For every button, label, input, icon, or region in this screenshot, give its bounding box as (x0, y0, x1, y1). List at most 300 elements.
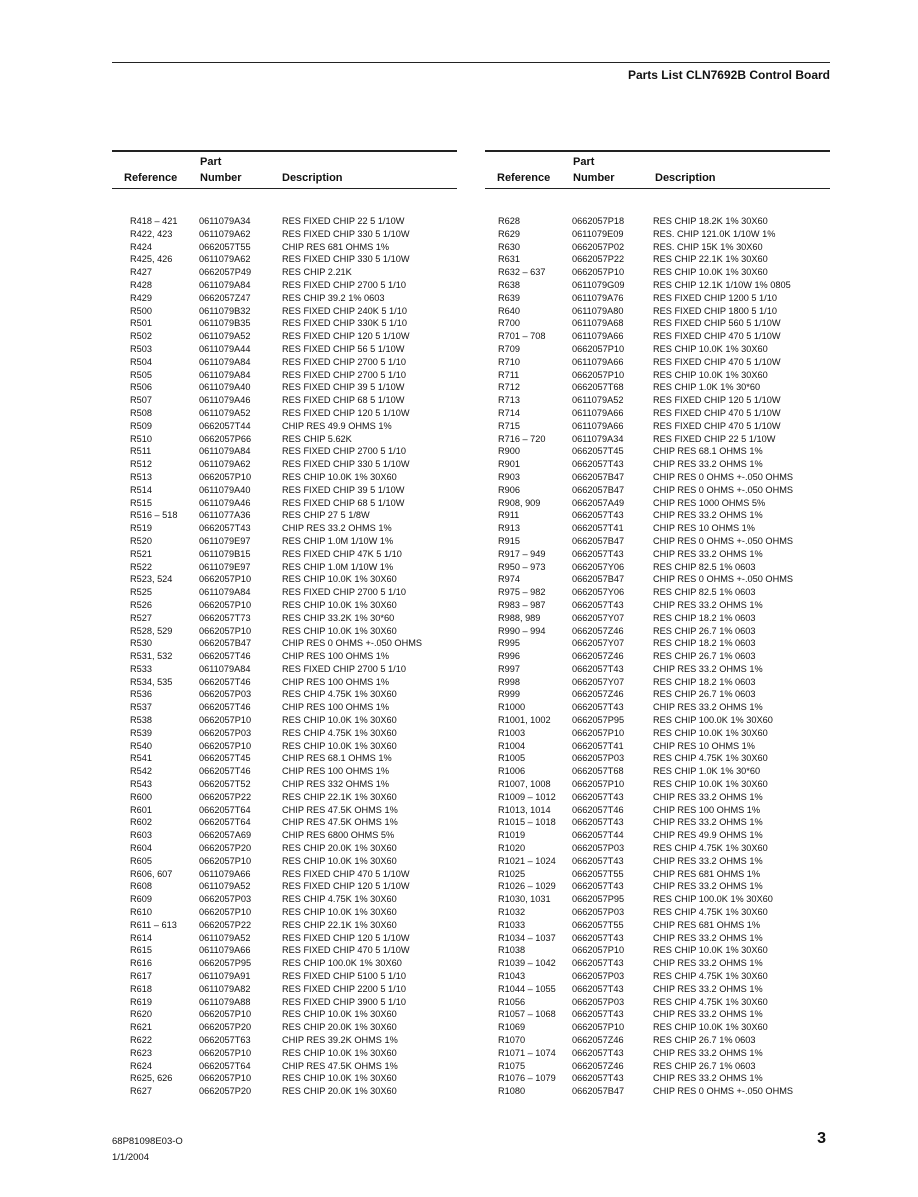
description-cell: CHIP RES 47.5K OHMS 1% (282, 804, 398, 815)
table-row (112, 573, 457, 586)
description-cell: RES CHIP 82.5 1% 0603 (653, 561, 756, 572)
part-number-cell: 0662057A69 (199, 830, 252, 841)
part-number-cell: 0611079E09 (572, 228, 624, 239)
description-cell: RES FIXED CHIP 68 5 1/10W (282, 497, 405, 508)
reference-cell: R996 (498, 651, 520, 662)
reference-cell: R618 (130, 983, 152, 994)
description-cell: RES CHIP 10.0K 1% 30X60 (282, 1009, 397, 1020)
reference-cell: R1025 (498, 868, 526, 879)
description-cell: CHIP RES 33.2 OHMS 1% (653, 599, 763, 610)
table-row (112, 433, 457, 446)
description-cell: RES FIXED CHIP 120 5 1/10W (282, 881, 410, 892)
reference-cell: R700 (498, 318, 520, 329)
table-row (485, 381, 830, 394)
table-row (485, 1047, 830, 1060)
reference-cell: R502 (130, 331, 152, 342)
reference-cell: R1038 (498, 945, 526, 956)
table-row (112, 1034, 457, 1047)
table-row (485, 970, 830, 983)
part-number-cell: 0662057P22 (199, 791, 252, 802)
description-cell: CHIP RES 33.2 OHMS 1% (653, 510, 763, 521)
reference-cell: R1057 – 1068 (498, 1009, 556, 1020)
part-number-cell: 0662057T43 (572, 983, 624, 994)
description-cell: CHIP RES 33.2 OHMS 1% (653, 1047, 763, 1058)
description-cell: CHIP RES 33.2 OHMS 1% (653, 881, 763, 892)
table-row (112, 778, 457, 791)
reference-cell: R418 – 421 (130, 216, 178, 226)
description-cell: RES FIXED CHIP 2200 5 1/10 (282, 983, 406, 994)
part-number-cell: 0662057T46 (199, 766, 251, 777)
table-row (485, 394, 830, 407)
description-cell: RES FIXED CHIP 5100 5 1/10 (282, 971, 406, 982)
reference-cell: R1080 (498, 1086, 526, 1097)
reference-cell: R610 (130, 907, 152, 918)
reference-cell: R513 (130, 471, 152, 482)
part-number-cell: 0662057Y07 (572, 612, 625, 623)
table-row (112, 445, 457, 458)
part-number-cell: 0611079A52 (199, 407, 251, 418)
reference-cell: R1007, 1008 (498, 779, 551, 790)
description-cell: RES CHIP 100.0K 1% 30X60 (653, 894, 773, 905)
part-number-cell: 0662057P03 (572, 843, 625, 854)
table-row (485, 906, 830, 919)
table-row (485, 484, 830, 497)
table-row (112, 701, 457, 714)
reference-cell: R540 (130, 740, 152, 751)
reference-cell: R711 (498, 369, 520, 380)
table-row (485, 330, 830, 343)
description-cell: RES CHIP 10.0K 1% 30X60 (653, 779, 768, 790)
table-row (485, 714, 830, 727)
description-cell: RES FIXED CHIP 240K 5 1/10 (282, 305, 407, 316)
part-number-cell: 0662057Z46 (572, 625, 624, 636)
table-row (112, 343, 457, 356)
part-number-cell: 0662057T43 (572, 459, 624, 470)
reference-cell: R998 (498, 676, 520, 687)
part-number-cell: 0611079A34 (572, 433, 624, 444)
reference-cell: R1044 – 1055 (498, 983, 556, 994)
reference-cell: R911 (498, 510, 520, 521)
part-number-cell: 0662057T43 (572, 817, 624, 828)
table-row (485, 765, 830, 778)
reference-cell: R638 (498, 279, 520, 290)
table-row (112, 356, 457, 369)
reference-cell: R515 (130, 497, 152, 508)
table-row (112, 317, 457, 330)
reference-cell: R1026 – 1029 (498, 881, 556, 892)
description-cell: RES. CHIP 121.0K 1/10W 1% (653, 228, 776, 239)
table-row (112, 522, 457, 535)
part-number-cell: 0611077A36 (199, 510, 251, 521)
part-number-cell: 0611079A62 (199, 254, 251, 265)
table-row (485, 548, 830, 561)
table-row (112, 752, 457, 765)
table-row (112, 535, 457, 548)
part-number-cell: 0611079A84 (199, 369, 251, 380)
part-number-cell: 0662057P22 (572, 254, 625, 265)
reference-cell: R999 (498, 689, 520, 700)
reference-cell: R533 (130, 663, 152, 674)
table-row (485, 369, 830, 382)
part-number-cell: 0662057T43 (572, 1073, 624, 1084)
reference-cell: R608 (130, 881, 152, 892)
table-row (112, 407, 457, 420)
description-cell: RES CHIP 10.0K 1% 30X60 (282, 855, 397, 866)
reference-cell: R600 (130, 791, 152, 802)
reference-cell: R627 (130, 1086, 152, 1097)
reference-cell: R639 (498, 292, 520, 303)
part-number-cell: 0611079A84 (199, 279, 251, 290)
reference-cell: R523, 524 (130, 574, 173, 585)
table-row (112, 228, 457, 241)
description-cell: RES CHIP 10.0K 1% 30X60 (653, 267, 768, 278)
description-cell: RES CHIP 10.0K 1% 30X60 (282, 625, 397, 636)
reference-cell: R525 (130, 587, 152, 598)
table-row (112, 650, 457, 663)
description-cell: RES CHIP 33.2K 1% 30*60 (282, 612, 395, 623)
description-cell: RES FIXED CHIP 120 5 1/10W (653, 395, 781, 406)
table-row (112, 548, 457, 561)
reference-cell: R604 (130, 843, 152, 854)
header-part: Part (200, 156, 222, 168)
reference-cell: R1020 (498, 843, 526, 854)
table-row (485, 829, 830, 842)
table-row (485, 919, 830, 932)
description-cell: RES CHIP 4.75K 1% 30X60 (282, 727, 397, 738)
reference-cell: R1009 – 1012 (498, 791, 556, 802)
description-cell: CHIP RES 33.2 OHMS 1% (653, 548, 763, 559)
reference-cell: R422, 423 (130, 228, 173, 239)
table-row (112, 1021, 457, 1034)
table-row (112, 497, 457, 510)
description-cell: CHIP RES 33.2 OHMS 1% (653, 1009, 763, 1020)
reference-cell: R622 (130, 1035, 152, 1045)
part-number-cell: 0611079A52 (199, 881, 251, 892)
table-row (112, 944, 457, 957)
description-cell: CHIP RES 33.2 OHMS 1% (653, 663, 763, 674)
part-number-cell: 0611079A80 (572, 305, 624, 316)
table-row (485, 842, 830, 855)
description-cell: CHIP RES 100 OHMS 1% (282, 651, 390, 662)
part-number-cell: 0662057P95 (199, 958, 252, 969)
part-number-cell: 0662057P95 (572, 894, 625, 905)
table-row (112, 1047, 457, 1060)
table-row (485, 1034, 830, 1047)
table-row (112, 484, 457, 497)
part-number-cell: 0611079E97 (199, 535, 251, 546)
reference-cell: R1015 – 1018 (498, 817, 556, 828)
part-number-cell: 0662057T45 (572, 446, 624, 457)
part-number-cell: 0611079A76 (572, 292, 624, 303)
part-number-cell: 0611079A82 (199, 983, 251, 994)
table-row (485, 996, 830, 1009)
description-cell: RES CHIP 1.0M 1/10W 1% (282, 561, 394, 572)
description-cell: RES FIXED CHIP 2700 5 1/10 (282, 446, 406, 457)
table-row (112, 1085, 457, 1098)
table-row (485, 509, 830, 522)
reference-cell: R908, 909 (498, 497, 541, 508)
description-cell: CHIP RES 33.2 OHMS 1% (653, 702, 763, 713)
table-row (112, 906, 457, 919)
table-row (485, 855, 830, 868)
table-row (112, 996, 457, 1009)
description-cell: CHIP RES 49.9 OHMS 1% (282, 420, 392, 431)
table-row (112, 1072, 457, 1085)
description-cell: RES CHIP 12.1K 1/10W 1% 0805 (653, 279, 791, 290)
table-row (112, 816, 457, 829)
table-row (485, 1085, 830, 1098)
part-number-cell: 0662057Z46 (572, 1035, 624, 1045)
description-cell: RES. CHIP 15K 1% 30X60 (653, 241, 763, 252)
table-row (112, 868, 457, 881)
table-row (112, 919, 457, 932)
part-number-cell: 0662057T41 (572, 523, 624, 534)
table-row (485, 932, 830, 945)
reference-cell: R975 – 982 (498, 587, 546, 598)
part-number-cell: 0611079A91 (199, 971, 251, 982)
part-number-cell: 0662057P10 (572, 267, 625, 278)
part-number-cell: 0662057P10 (199, 1009, 252, 1020)
description-cell: CHIP RES 681 OHMS 1% (282, 241, 390, 252)
part-number-cell: 0662057P10 (199, 907, 252, 918)
table-row (112, 612, 457, 625)
table-row (485, 471, 830, 484)
reference-cell: R712 (498, 382, 520, 393)
reference-cell: R511 (130, 446, 152, 457)
description-cell: RES CHIP 4.75K 1% 30X60 (653, 843, 768, 854)
part-number-cell: 0662057P03 (572, 907, 625, 918)
part-number-cell: 0662057T52 (199, 779, 251, 790)
reference-cell: R988, 989 (498, 612, 541, 623)
table-row (112, 688, 457, 701)
reference-cell: R530 (130, 638, 152, 649)
header-number: Number (200, 172, 242, 184)
table-row (485, 676, 830, 689)
footer-doc-info (112, 1134, 183, 1166)
description-cell: CHIP RES 47.5K OHMS 1% (282, 817, 398, 828)
table-header (112, 150, 457, 189)
table-row (112, 471, 457, 484)
reference-cell: R715 (498, 420, 520, 431)
table-row (485, 599, 830, 612)
table-row (112, 509, 457, 522)
reference-cell: R512 (130, 459, 152, 470)
description-cell: RES CHIP 27 5 1/8W (282, 510, 370, 521)
reference-cell: R1013, 1014 (498, 804, 551, 815)
description-cell: RES CHIP 100.0K 1% 30X60 (282, 958, 402, 969)
reference-cell: R507 (130, 395, 152, 406)
parts-table-left (112, 150, 457, 1098)
description-cell: CHIP RES 33.2 OHMS 1% (653, 791, 763, 802)
table-row (112, 586, 457, 599)
part-number-cell: 0611079A62 (199, 228, 251, 239)
header-number: Number (573, 172, 615, 184)
part-number-cell: 0662057P03 (572, 996, 625, 1007)
description-cell: CHIP RES 681 OHMS 1% (653, 868, 761, 879)
description-cell: RES CHIP 20.0K 1% 30X60 (282, 1022, 397, 1033)
part-number-cell: 0611079A66 (199, 868, 251, 879)
description-cell: RES FIXED CHIP 56 5 1/10W (282, 343, 405, 354)
part-number-cell: 0662057P49 (199, 267, 252, 278)
table-header (485, 150, 830, 189)
description-cell: RES CHIP 4.75K 1% 30X60 (653, 996, 768, 1007)
part-number-cell: 0662057P10 (199, 1047, 252, 1058)
description-cell: RES CHIP 82.5 1% 0603 (653, 587, 756, 598)
table-row (112, 765, 457, 778)
table-row (485, 727, 830, 740)
part-number-cell: 0611079A84 (199, 446, 251, 457)
reference-cell: R526 (130, 599, 152, 610)
reference-cell: R1030, 1031 (498, 894, 551, 905)
description-cell: RES CHIP 20.0K 1% 30X60 (282, 843, 397, 854)
table-row (485, 740, 830, 753)
part-number-cell: 0662057T55 (199, 241, 251, 252)
part-number-cell: 0662057T43 (572, 663, 624, 674)
table-row (485, 253, 830, 266)
table-row (485, 637, 830, 650)
description-cell: RES CHIP 10.0K 1% 30X60 (653, 1022, 768, 1033)
table-row (485, 778, 830, 791)
reference-cell: R1001, 1002 (498, 715, 551, 726)
description-cell: CHIP RES 0 OHMS +-.050 OHMS (653, 535, 793, 546)
table-row (485, 241, 830, 254)
reference-cell: R630 (498, 241, 520, 252)
part-number-cell: 0611079B35 (199, 318, 251, 329)
reference-cell: R601 (130, 804, 152, 815)
part-number-cell: 0662057Y07 (572, 676, 625, 687)
reference-cell: R1070 (498, 1035, 526, 1045)
table-row (112, 676, 457, 689)
part-number-cell: 0662057T64 (199, 817, 251, 828)
reference-cell: R603 (130, 830, 152, 841)
part-number-cell: 0611079A52 (199, 932, 251, 943)
reference-cell: R543 (130, 779, 152, 790)
part-number-cell: 0662057Y06 (572, 561, 625, 572)
table-row (485, 804, 830, 817)
table-row (112, 893, 457, 906)
part-number-cell: 0662057P02 (572, 241, 625, 252)
part-number-cell: 0662057P20 (199, 1086, 252, 1097)
table-row (112, 215, 457, 228)
table-row (112, 791, 457, 804)
part-number-cell: 0662057T43 (572, 1047, 624, 1058)
description-cell: RES FIXED CHIP 560 5 1/10W (653, 318, 781, 329)
description-cell: RES CHIP 2.21K (282, 267, 352, 278)
part-number-cell: 0662057P03 (572, 971, 625, 982)
description-cell: CHIP RES 10 OHMS 1% (653, 740, 755, 751)
table-row (112, 394, 457, 407)
part-number-cell: 0662057T44 (572, 830, 624, 841)
part-number-cell: 0662057Z46 (572, 1060, 624, 1071)
part-number-cell: 0611079A84 (199, 356, 251, 367)
reference-cell: R508 (130, 407, 152, 418)
table-row (485, 880, 830, 893)
reference-cell: R503 (130, 343, 152, 354)
description-cell: RES CHIP 10.0K 1% 30X60 (282, 715, 397, 726)
part-number-cell: 0611079A40 (199, 382, 251, 393)
description-cell: RES CHIP 10.0K 1% 30X60 (653, 369, 768, 380)
reference-cell: R716 – 720 (498, 433, 546, 444)
description-cell: RES FIXED CHIP 120 5 1/10W (282, 932, 410, 943)
description-cell: CHIP RES 33.2 OHMS 1% (653, 1073, 763, 1084)
part-number-cell: 0662057P18 (572, 216, 625, 226)
part-number-cell: 0662057T64 (199, 804, 251, 815)
description-cell: RES CHIP 18.2 1% 0603 (653, 638, 756, 649)
part-number-cell: 0662057T43 (572, 1009, 624, 1020)
part-number-cell: 0662057B47 (572, 1086, 625, 1097)
table-row (485, 228, 830, 241)
description-cell: RES FIXED CHIP 120 5 1/10W (282, 331, 410, 342)
part-number-cell: 0662057P10 (572, 343, 625, 354)
table-row (485, 983, 830, 996)
reference-cell: R995 (498, 638, 520, 649)
table-row (485, 816, 830, 829)
part-number-cell: 0662057T63 (199, 1035, 251, 1045)
table-row (112, 1008, 457, 1021)
reference-cell: R710 (498, 356, 520, 367)
description-cell: RES FIXED CHIP 2700 5 1/10 (282, 356, 406, 367)
part-number-cell: 0662057T43 (572, 702, 624, 713)
reference-cell: R516 – 518 (130, 510, 178, 521)
part-number-cell: 0662057T45 (199, 753, 251, 764)
reference-cell: R539 (130, 727, 152, 738)
part-number-cell: 0611079A68 (572, 318, 624, 329)
part-number-cell: 0611079G09 (572, 279, 625, 290)
reference-cell: R531, 532 (130, 651, 173, 662)
description-cell: RES CHIP 4.75K 1% 30X60 (653, 907, 768, 918)
part-number-cell: 0662057Y07 (572, 638, 625, 649)
reference-cell: R514 (130, 484, 152, 495)
part-number-cell: 0662057P10 (199, 625, 252, 636)
part-number-cell: 0662057P20 (199, 843, 252, 854)
reference-cell: R1006 (498, 766, 526, 777)
description-cell: CHIP RES 0 OHMS +-.050 OHMS (653, 574, 793, 585)
part-number-cell: 0611079A46 (199, 497, 251, 508)
table-row (485, 586, 830, 599)
header-rule (112, 62, 830, 63)
part-number-cell: 0662057A49 (572, 497, 625, 508)
description-cell: RES CHIP 26.7 1% 0603 (653, 689, 756, 700)
reference-cell: R1034 – 1037 (498, 932, 556, 943)
table-row (485, 625, 830, 638)
description-cell: CHIP RES 39.2K OHMS 1% (282, 1035, 398, 1045)
reference-cell: R628 (498, 216, 520, 226)
description-cell: RES CHIP 39.2 1% 0603 (282, 292, 385, 303)
reference-cell: R915 (498, 535, 520, 546)
part-number-cell: 0662057P66 (199, 433, 252, 444)
reference-cell: R1076 – 1079 (498, 1073, 556, 1084)
description-cell: RES CHIP 10.0K 1% 30X60 (653, 343, 768, 354)
description-cell: CHIP RES 47.5K OHMS 1% (282, 1060, 398, 1071)
part-number-cell: 0662057T46 (199, 651, 251, 662)
table-row (485, 279, 830, 292)
description-cell: RES CHIP 10.0K 1% 30X60 (282, 1073, 397, 1084)
description-cell: RES CHIP 22.1K 1% 30X60 (282, 791, 397, 802)
part-number-cell: 0662057P03 (199, 894, 252, 905)
table-row (112, 253, 457, 266)
reference-cell: R714 (498, 407, 520, 418)
part-number-cell: 0611079A44 (199, 343, 251, 354)
part-number-cell: 0662057P10 (199, 715, 252, 726)
part-number-cell: 0662057P10 (572, 369, 625, 380)
header-description: Description (655, 172, 716, 184)
table-row (112, 305, 457, 318)
reference-cell: R1071 – 1074 (498, 1047, 556, 1058)
table-row (485, 215, 830, 228)
reference-cell: R1019 (498, 830, 526, 841)
description-cell: RES FIXED CHIP 2700 5 1/10 (282, 369, 406, 380)
description-cell: RES FIXED CHIP 470 5 1/10W (653, 356, 781, 367)
